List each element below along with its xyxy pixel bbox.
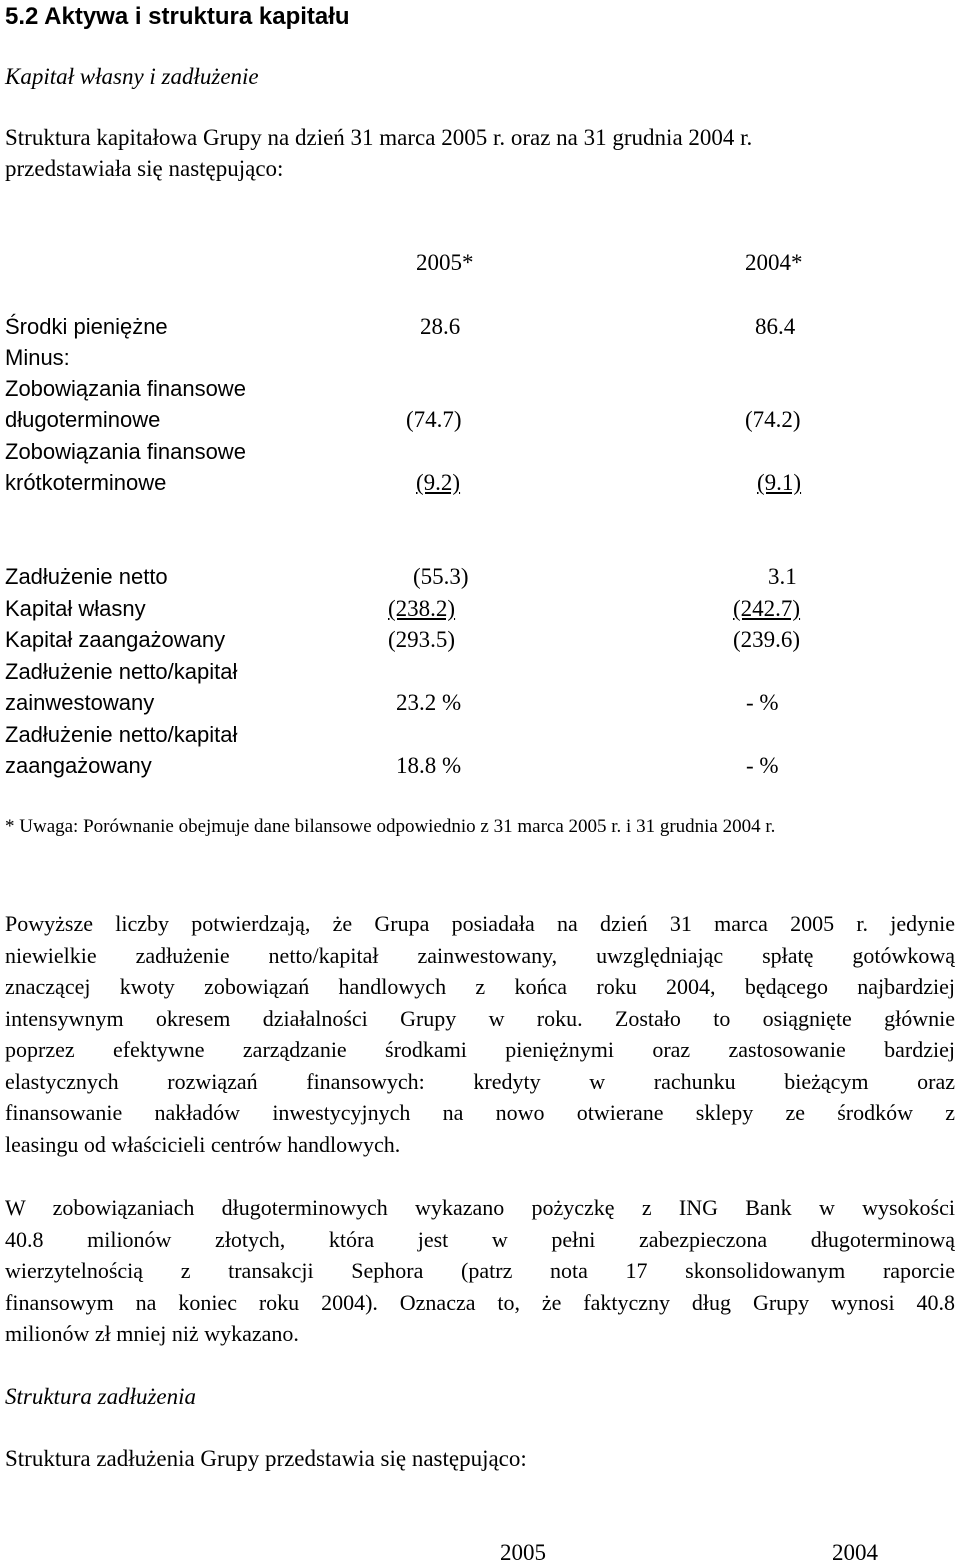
paragraph-line: wierzytelnością z transakcji Sephora (patrz nota 17 skonsolidowanym raporcie bbox=[5, 1258, 955, 1283]
table-row-label: Kapitał zaangażowany bbox=[5, 627, 226, 652]
intro-line-1: Struktura kapitałowa Grupy na dzień 31 marca 2005 r. oraz na 31 grudnia 2004 r. bbox=[5, 125, 753, 150]
table-row-label: Zadłużenie netto bbox=[5, 564, 168, 589]
table-cell-2005: (74.7) bbox=[406, 407, 462, 432]
paragraph-1 bbox=[5, 908, 955, 1160]
table2-header-2005: 2005 bbox=[500, 1540, 546, 1565]
table-row-label: zainwestowany bbox=[5, 690, 155, 715]
paragraph-2 bbox=[5, 1192, 955, 1350]
table-row-label: Zadłużenie netto/kapitał bbox=[5, 722, 238, 747]
table-cell-2004: (239.6) bbox=[733, 627, 801, 652]
paragraph-line: finansowanie nakładów inwestycyjnych na nowo otwierane sklepy ze środków z bbox=[5, 1100, 955, 1125]
paragraph-line: Powyższe liczby potwierdzają, że Grupa posiadała na dzień 31 marca 2005 r. jedynie bbox=[5, 911, 955, 936]
table2-header-2004: 2004 bbox=[832, 1540, 878, 1565]
table-cell-2005: 23.2 % bbox=[396, 690, 462, 715]
table-cell-2005: (293.5) bbox=[388, 627, 456, 652]
paragraph-line: intensywnym okresem działalności Grupy w roku. Zostało to osiągnięte głównie bbox=[5, 1005, 955, 1031]
table-cell-2004: - % bbox=[746, 753, 779, 778]
table1-header-2004: 2004* bbox=[745, 250, 803, 275]
paragraph-line: 40.8 milionów złotych, która jest w pełni zabezpieczona długoterminową bbox=[5, 1226, 955, 1252]
intro-line-2: przedstawiała się następująco: bbox=[5, 156, 284, 181]
table-cell-2005: 28.6 bbox=[420, 314, 461, 339]
table-row-label: Środki pieniężne bbox=[5, 314, 168, 339]
table-cell-2005: (55.3) bbox=[413, 564, 469, 589]
table-cell-2004: (9.1) bbox=[757, 470, 802, 495]
table-row-label: Zadłużenie netto/kapitał bbox=[5, 659, 238, 684]
paragraph-line: znaczącej kwoty zobowiązań handlowych z końca roku 2004, będącego najbardziej bbox=[5, 974, 955, 999]
table-cell-2004: - % bbox=[746, 690, 779, 715]
table1-header-2005: 2005* bbox=[416, 250, 474, 275]
table-row-label: długoterminowe bbox=[5, 407, 161, 432]
footnote: * Uwaga: Porównanie obejmuje dane bilansowe odpowiednio z 31 marca 2005 r. i 31 grudnia 2004 r. bbox=[5, 816, 776, 837]
subheading-equity-debt: Kapitał własny i zadłużenie bbox=[5, 64, 259, 89]
outro-line: Struktura zadłużenia Grupy przedstawia się następująco: bbox=[5, 1446, 527, 1471]
table-row-label: krótkoterminowe bbox=[5, 470, 167, 495]
paragraph-line: finansowym na koniec roku 2004). Oznacza to, że faktyczny dług Grupy wynosi 40.8 bbox=[5, 1289, 955, 1315]
table-cell-2004: 3.1 bbox=[768, 564, 797, 589]
paragraph-line: leasingu od właścicieli centrów handlowych. bbox=[5, 1131, 401, 1157]
table-cell-2004: 86.4 bbox=[755, 314, 796, 339]
table-cell-2005: (9.2) bbox=[416, 470, 461, 495]
table-cell-2005: (238.2) bbox=[388, 596, 456, 621]
paragraph-line: elastycznych rozwiązań finansowych: kredyty w rachunku bieżącym oraz bbox=[5, 1068, 955, 1094]
section-heading: 5.2 Aktywa i struktura kapitału bbox=[5, 3, 350, 30]
subheading-debt-structure: Struktura zadłużenia bbox=[5, 1384, 197, 1409]
paragraph-line: poprzez efektywne zarządzanie środkami pieniężnymi oraz zastosowanie bardziej bbox=[5, 1037, 955, 1062]
table-row-label: Minus: bbox=[5, 345, 70, 370]
table-row-label: Zobowiązania finansowe bbox=[5, 439, 246, 464]
table-row-label: zaangażowany bbox=[5, 753, 152, 778]
table-cell-2005: 18.8 % bbox=[396, 753, 462, 778]
table-cell-2004: (242.7) bbox=[733, 596, 801, 621]
table-row-label: Zobowiązania finansowe bbox=[5, 376, 246, 401]
paragraph-line: milionów zł mniej niż wykazano. bbox=[5, 1321, 299, 1346]
paragraph-line: niewielkie zadłużenie netto/kapitał zainwestowany, uwzględniając spłatę gotówkową bbox=[5, 942, 955, 968]
table-row-label: Kapitał własny bbox=[5, 596, 146, 621]
table-cell-2004: (74.2) bbox=[745, 407, 801, 432]
paragraph-line: W zobowiązaniach długoterminowych wykazano pożyczkę z ING Bank w wysokości bbox=[5, 1195, 955, 1220]
